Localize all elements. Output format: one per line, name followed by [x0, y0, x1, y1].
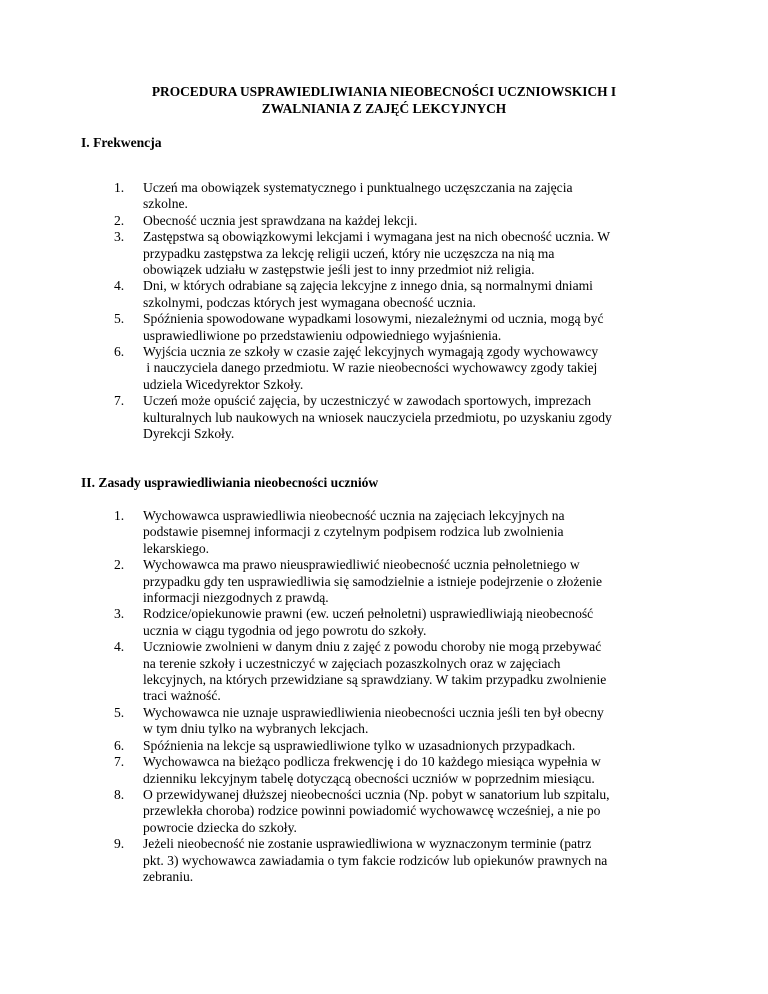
list-item-number: 2.	[114, 212, 125, 228]
list-item	[0, 738, 680, 754]
title-line-2: ZWALNIANIA Z ZAJĘĆ LEKCYJNYCH	[261, 101, 507, 116]
list-item-number: 7.	[114, 393, 125, 409]
list-item-number: 3.	[114, 229, 125, 245]
list-item	[0, 278, 680, 311]
list-item-line: Obecność ucznia jest sprawdzana na każdej lekcji.	[143, 212, 418, 228]
list-item-number: 1.	[114, 180, 125, 195]
list-item-line: Rodzice/opiekunowie prawni (ew. uczeń pełnoletni) usprawiedliwiają nieobecność	[143, 606, 594, 622]
list-item-number: 9.	[114, 836, 125, 852]
list-item-line: Wychowawca ma prawo nieusprawiedliwić nieobecność ucznia pełnoletniego w	[143, 557, 580, 573]
list-item	[0, 754, 680, 787]
list-item	[0, 836, 680, 885]
zasady-list	[0, 508, 680, 885]
title-line-1: PROCEDURA USPRAWIEDLIWIANIA NIEOBECNOŚCI UCZNIOWSKICH I	[151, 84, 617, 99]
list-item-line: szkolnymi, podczas których jest wymagana obecność ucznia.	[143, 294, 476, 310]
list-item-line: przewlekła choroba) rodzice powinni powiadomić wychowawcę wcześniej, a nie po	[143, 803, 601, 819]
list-item-line: usprawiedliwione po przedstawieniu odpowiedniego wyjaśnienia.	[143, 327, 502, 343]
list-item-number: 3.	[114, 606, 125, 622]
list-item-line: Wyjścia ucznia ze szkoły w czasie zajęć lekcyjnych wymagają zgody wychowawcy	[143, 344, 599, 360]
list-item-number: 4.	[114, 278, 125, 294]
list-item-line: Zastępstwa są obowiązkowymi lekcjami i wymagana jest na nich obecność ucznia. W	[143, 229, 611, 245]
list-item-line: Wychowawca nie uznaje usprawiedliwienia nieobecności ucznia jeśli ten był obecny	[143, 704, 604, 720]
list-item-line: informacji niezgodnych z prawdą.	[143, 590, 329, 606]
list-item-line: Uczeń może opuścić zajęcia, by uczestniczyć w zawodach sportowych, imprezach	[143, 393, 592, 409]
list-item-line: O przewidywanej dłuższej nieobecności ucznia (Np. pobyt w sanatorium lub szpitalu,	[143, 786, 610, 802]
list-item	[0, 557, 680, 606]
list-item-line: Spóźnienia na lekcje są usprawiedliwione tylko w uzasadnionych przypadkach.	[143, 737, 576, 753]
list-item-line: kulturalnych lub naukowych na wniosek nauczyciela przedmiotu, po uzyskaniu zgody	[143, 409, 612, 425]
list-item-line: lekarskiego.	[143, 540, 210, 556]
list-item-number: 5.	[114, 311, 125, 327]
list-item-number: 2.	[114, 557, 125, 573]
list-item-line: Wychowawca usprawiedliwia nieobecność ucznia na zajęciach lekcyjnych na	[143, 508, 565, 523]
list-item-line: na terenie szkoły i uczestniczyć w zajęciach pozaszkolnych oraz w zajęciach	[143, 655, 561, 671]
list-item	[0, 229, 680, 278]
list-item-line: Spóźnienia spowodowane wypadkami losowymi, niezależnymi od ucznia, mogą być	[143, 311, 604, 327]
document-title	[80, 83, 688, 117]
section-heading-zasady: II. Zasady usprawiedliwiania nieobecności uczniów	[81, 475, 379, 490]
list-item	[0, 311, 680, 344]
list-item	[0, 639, 680, 705]
list-item-line: traci ważność.	[143, 688, 221, 704]
list-item	[0, 508, 680, 557]
list-item-line: przypadku gdy ten usprawiedliwia się samodzielnie a istnieje podejrzenie o złożenie	[143, 573, 603, 589]
list-item-line: przypadku zastępstwa za lekcję religii uczeń, który nie uczęszcza na nią ma	[143, 245, 555, 261]
list-item-line: w tym dniu tylko na wybranych lekcjach.	[143, 721, 369, 737]
list-item-line: powrocie dziecka do szkoły.	[143, 819, 297, 835]
list-item-number: 4.	[114, 639, 125, 655]
list-item-line: Dni, w których odrabiane są zajęcia lekcyjne z innego dnia, są normalnymi dniami	[143, 278, 593, 294]
list-item-line: Uczeń ma obowiązek systematycznego i punktualnego uczęszczania na zajęcia	[143, 180, 573, 195]
list-item-line: Jeżeli nieobecność nie zostanie usprawiedliwiona w wyznaczonym terminie (patrz	[143, 836, 592, 852]
list-item-line: i nauczyciela danego przedmiotu. W razie nieobecności wychowawcy zgody takiej	[143, 360, 598, 376]
list-item-number: 1.	[114, 508, 125, 523]
list-item	[0, 705, 680, 738]
list-item-line: ucznia w ciągu tygodnia od jego powrotu do szkoły.	[143, 622, 427, 638]
list-item-number: 6.	[114, 737, 125, 753]
list-item-line: zebraniu.	[143, 868, 194, 884]
list-item-line: Wychowawca na bieżąco podlicza frekwencję i do 10 każdego miesiąca wypełnia w	[143, 754, 601, 770]
list-item	[0, 180, 680, 213]
list-item	[0, 213, 680, 229]
frekwencja-list	[0, 180, 680, 443]
list-item	[0, 344, 680, 393]
list-item-line: szkolne.	[143, 196, 188, 212]
list-item-number: 5.	[114, 704, 125, 720]
list-item-line: pkt. 3) wychowawca zawiadamia o tym fakcie rodziców lub opiekunów prawnych na	[143, 852, 608, 868]
list-item	[0, 393, 680, 442]
list-item-number: 7.	[114, 754, 125, 770]
list-item	[0, 606, 680, 639]
list-item-line: podstawie pisemnej informacji z czytelnym podpisem rodzica lub zwolnienia	[143, 524, 564, 540]
list-item	[0, 787, 680, 836]
list-item-line: udziela Wicedyrektor Szkoły.	[143, 376, 304, 392]
list-item-line: lekcyjnych, na których przewidziane są sprawdziany. W takim przypadku zwolnienie	[143, 672, 607, 688]
list-item-number: 8.	[114, 786, 125, 802]
list-item-line: dzienniku lekcyjnym tabelę dotyczącą obecności uczniów w poprzednim miesiącu.	[143, 770, 595, 786]
list-item-number: 6.	[114, 344, 125, 360]
list-item-line: Dyrekcji Szkoły.	[143, 426, 235, 442]
list-item-line: Uczniowie zwolnieni w danym dniu z zajęć z powodu choroby nie mogą przebywać	[143, 639, 602, 655]
list-item-line: obowiązek udziału w zastępstwie jeśli jest to inny przedmiot niż religia.	[143, 262, 535, 278]
section-heading-frekwencja: I. Frekwencja	[81, 135, 162, 150]
